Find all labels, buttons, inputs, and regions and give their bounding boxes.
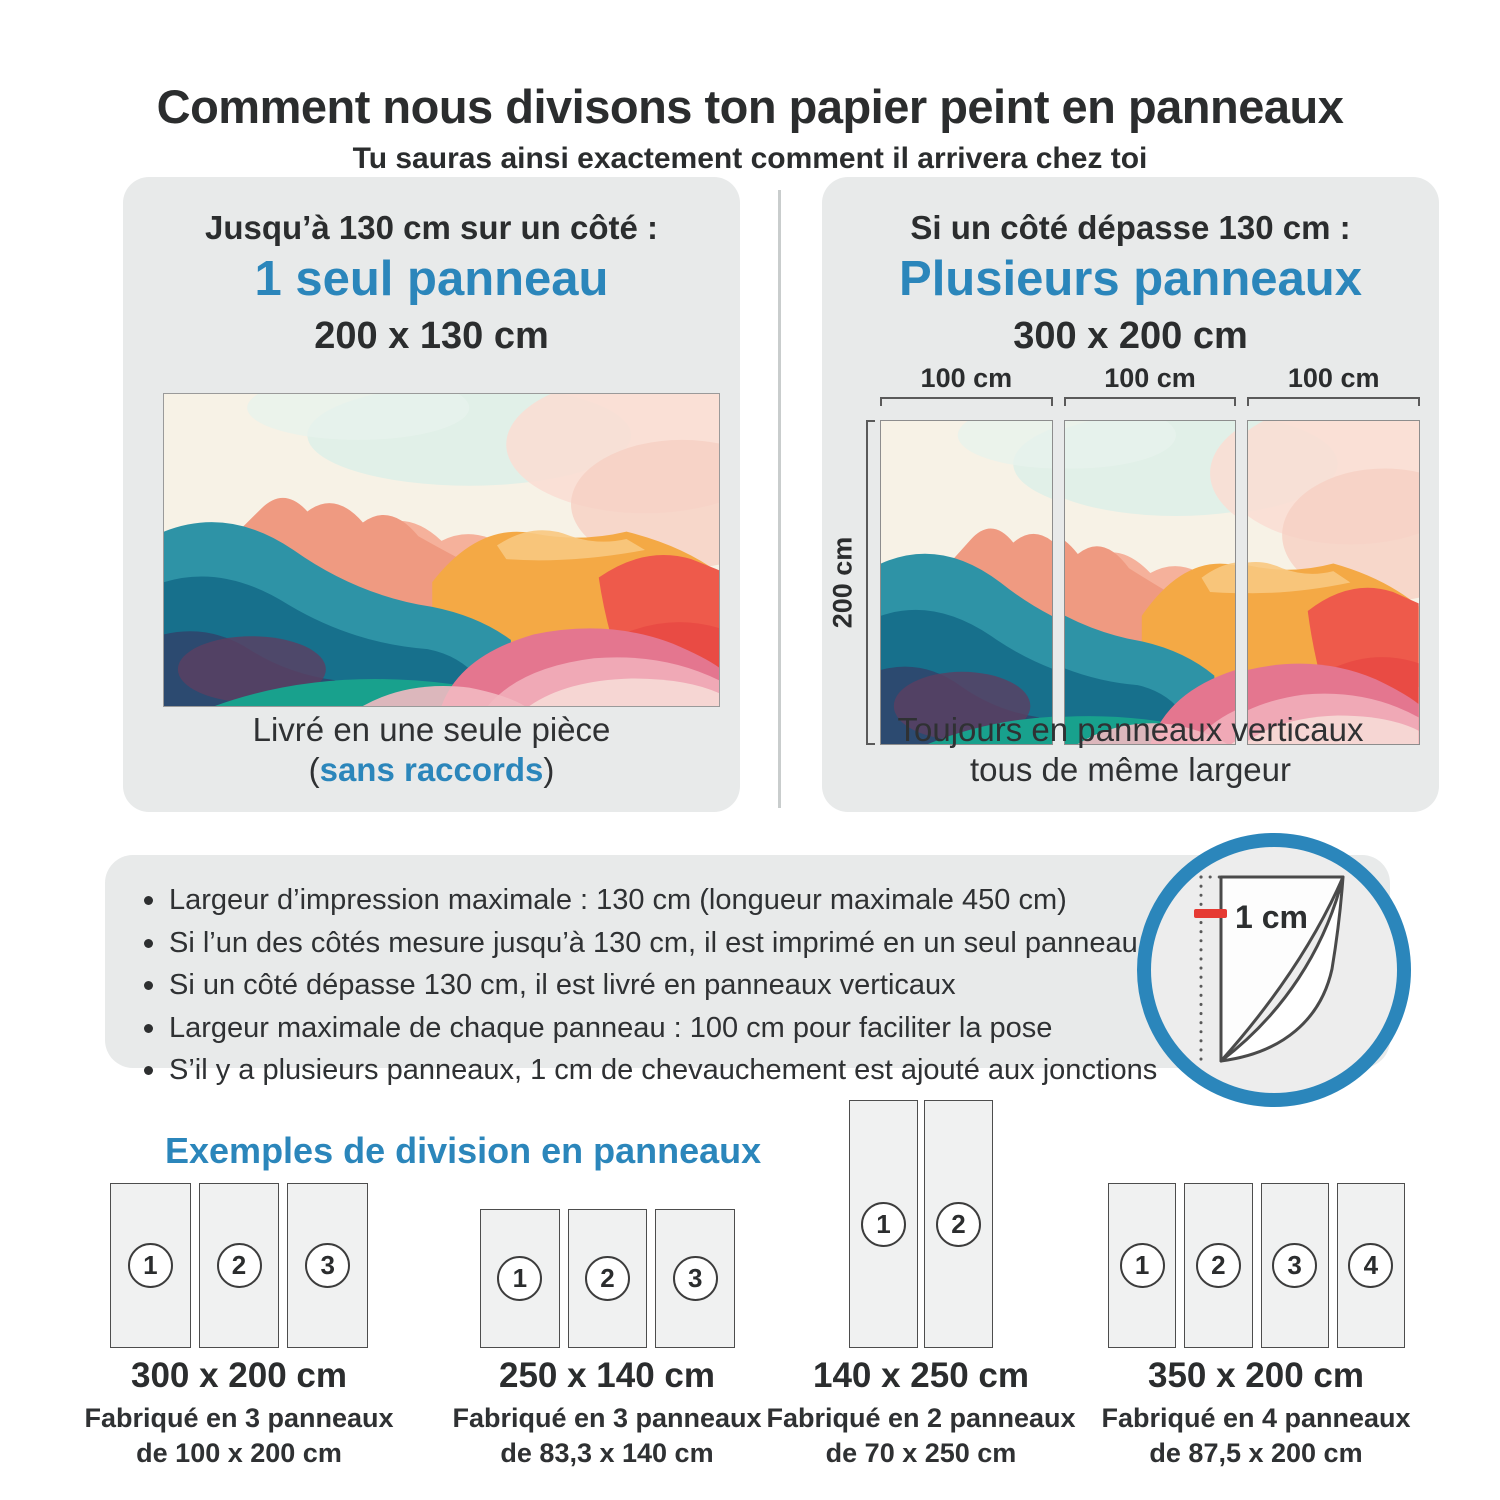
panel-number: 2 xyxy=(936,1202,981,1247)
panel-number: 3 xyxy=(673,1256,718,1301)
width-bracket-1 xyxy=(880,397,1053,406)
width-bracket-2 xyxy=(1064,397,1237,406)
example-2-panels xyxy=(480,1209,735,1348)
examples-heading: Exemples de division en panneaux xyxy=(165,1129,762,1171)
single-panel-heading: Jusqu’à 130 cm sur un côté : xyxy=(205,209,658,246)
caption-paren-close: ) xyxy=(543,751,555,788)
wallpaper-strip-2 xyxy=(1064,420,1237,745)
single-panel-caption xyxy=(123,710,740,790)
panel xyxy=(924,1100,993,1348)
panel xyxy=(1108,1183,1176,1348)
panel-number: 4 xyxy=(1348,1243,1393,1288)
example-detail-line2: de 87,5 x 200 cm xyxy=(1149,1438,1363,1468)
height-bracket xyxy=(866,420,875,745)
example-4-panels xyxy=(1108,1183,1405,1348)
height-label: 200 cm xyxy=(827,536,858,629)
info-bullet-3: Si un côté dépasse 130 cm, il est livré en panneaux verticaux xyxy=(135,964,1390,1007)
width-measure-2 xyxy=(1064,363,1237,406)
panel xyxy=(568,1209,648,1348)
info-bullet-4: Largeur maximale de chaque panneau : 100 cm pour faciliter la pose xyxy=(135,1007,1390,1050)
example-size: 300 x 200 cm xyxy=(130,1356,347,1395)
single-panel-size: 200 x 130 cm xyxy=(314,315,549,357)
height-measure-label xyxy=(824,420,862,745)
panel xyxy=(199,1183,280,1348)
example-detail xyxy=(741,1401,1101,1471)
panel-number: 2 xyxy=(217,1243,262,1288)
caption-paren-open: ( xyxy=(308,751,320,788)
multi-panel-card xyxy=(822,177,1439,812)
wallpaper-strip-1 xyxy=(880,420,1053,745)
example-detail-line1: Fabriqué en 3 panneaux xyxy=(84,1403,394,1433)
example-1-caption xyxy=(59,1355,419,1471)
example-size: 140 x 250 cm xyxy=(812,1356,1029,1395)
caption-line1: Livré en une seule pièce xyxy=(252,711,611,748)
panel xyxy=(110,1183,191,1348)
panel-number: 1 xyxy=(861,1202,906,1247)
example-detail-line1: Fabriqué en 2 panneaux xyxy=(766,1403,1076,1433)
width-measure-3 xyxy=(1247,363,1420,406)
width-label-2: 100 cm xyxy=(1104,363,1196,393)
multi-panel-size: 300 x 200 cm xyxy=(1013,315,1248,357)
panel xyxy=(1184,1183,1252,1348)
wallpaper-strip-3 xyxy=(1247,420,1420,745)
example-detail xyxy=(59,1401,419,1471)
example-size: 350 x 200 cm xyxy=(1147,1356,1364,1395)
page-curl-icon xyxy=(1151,847,1397,1093)
panel-number: 3 xyxy=(1272,1243,1317,1288)
width-label-1: 100 cm xyxy=(920,363,1013,393)
info-bullet-1: Largeur d’impression maximale : 130 cm (longueur maximale 450 cm) xyxy=(135,879,1390,922)
caption-line2: tous de même largeur xyxy=(970,751,1291,788)
example-1-panels xyxy=(110,1183,368,1348)
panel-number: 2 xyxy=(585,1256,630,1301)
example-3-panels xyxy=(849,1100,993,1348)
info-bullet-5: S’il y a plusieurs panneaux, 1 cm de chevauchement est ajouté aux jonctions xyxy=(135,1049,1390,1092)
example-detail-line1: Fabriqué en 4 panneaux xyxy=(1101,1403,1411,1433)
example-4-caption xyxy=(1076,1355,1436,1471)
info-bullet-2: Si l’un des côtés mesure jusqu’à 130 cm, il est imprimé en un seul panneau xyxy=(135,922,1390,965)
page-title: Comment nous divisons ton papier peint en panneaux xyxy=(156,80,1344,134)
width-measure-1 xyxy=(880,363,1053,406)
multi-panel-title: Plusieurs panneaux xyxy=(899,252,1362,306)
panel-number: 1 xyxy=(1120,1243,1165,1288)
example-detail-line2: de 100 x 200 cm xyxy=(136,1438,342,1468)
wallpaper-art-image xyxy=(164,394,719,706)
example-detail-line2: de 83,3 x 140 cm xyxy=(500,1438,714,1468)
overlap-tick xyxy=(1194,909,1227,918)
panel xyxy=(655,1209,735,1348)
single-panel-title: 1 seul panneau xyxy=(254,252,609,306)
cards-divider xyxy=(778,190,781,808)
panel-number: 2 xyxy=(1196,1243,1241,1288)
panel xyxy=(287,1183,368,1348)
overlap-label: 1 cm xyxy=(1235,899,1308,935)
wallpaper-preview-strips xyxy=(880,420,1420,745)
caption-highlight: sans raccords xyxy=(319,751,544,788)
panel-number: 1 xyxy=(497,1256,542,1301)
multi-panel-heading: Si un côté dépasse 130 cm : xyxy=(910,209,1351,246)
example-detail-line2: de 70 x 250 cm xyxy=(825,1438,1017,1468)
panel-number: 1 xyxy=(128,1243,173,1288)
page-subtitle: Tu sauras ainsi exactement comment il arrivera chez toi xyxy=(352,142,1148,175)
width-measure-row xyxy=(880,363,1420,406)
panel xyxy=(1337,1183,1405,1348)
example-size: 250 x 140 cm xyxy=(498,1356,715,1395)
single-panel-card xyxy=(123,177,740,812)
panel xyxy=(480,1209,560,1348)
multi-panel-caption xyxy=(822,710,1439,790)
example-detail-line1: Fabriqué en 3 panneaux xyxy=(452,1403,762,1433)
wallpaper-preview-single xyxy=(163,393,720,707)
caption-line1: Toujours en panneaux verticaux xyxy=(897,711,1364,748)
overlap-detail-badge xyxy=(1137,833,1411,1107)
panel-number: 3 xyxy=(305,1243,350,1288)
panel xyxy=(1261,1183,1329,1348)
width-bracket-3 xyxy=(1247,397,1420,406)
example-2-caption xyxy=(427,1355,787,1471)
example-detail xyxy=(427,1401,787,1471)
width-label-3: 100 cm xyxy=(1287,363,1380,393)
example-detail xyxy=(1076,1401,1436,1471)
example-3-caption xyxy=(741,1355,1101,1471)
panel xyxy=(849,1100,918,1348)
